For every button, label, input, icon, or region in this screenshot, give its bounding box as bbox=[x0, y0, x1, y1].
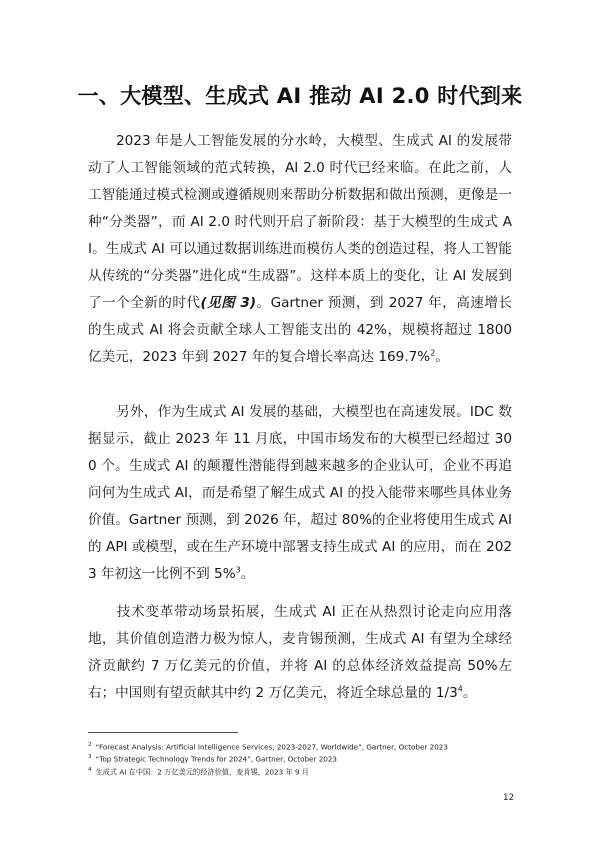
footnotes bbox=[88, 740, 528, 777]
footnote-divider bbox=[88, 732, 238, 733]
paragraph-2 bbox=[88, 399, 512, 588]
footnote-3 bbox=[88, 752, 528, 764]
footnote-2 bbox=[88, 740, 528, 752]
footnote-text: “Top Strategic Technology Trends for 2024”, Gartner, October 2023 bbox=[95, 754, 337, 764]
footnote-marker-4: 4 bbox=[457, 684, 463, 694]
footnote-number: 2 bbox=[88, 742, 92, 748]
section-heading: 一、大模型、生成式 AI 推动 AI 2.0 时代到来 bbox=[77, 84, 523, 108]
paragraph-1-end: 。 bbox=[435, 349, 449, 365]
page-number: 12 bbox=[503, 793, 514, 803]
footnote-marker-3: 3 bbox=[235, 565, 241, 575]
footnote-number: 3 bbox=[88, 754, 92, 761]
paragraph-3 bbox=[88, 599, 512, 707]
paragraph-2-text: 另外，作为生成式 AI 发展的基础，大模型也在高速发展。IDC 数据显示，截止 2023 年 11 月底，中国市场发布的大模型已经超过 300 个。生成式 AI 的颠覆性潜能得到越来越多的企业认可，企业不再追问何为生成式 AI，而是希望了解生成式 AI 的投入能带来哪些具体业务价值。Gartner 预测，到 2026 年，超过 80%的企业将使用生成式 AI 的 API 或模型，或在生产环境中部署支持生成式 AI 的应用，而在 2023 年初这一比例不到 5% bbox=[88, 404, 512, 582]
footnote-marker-2: 2 bbox=[430, 348, 436, 358]
paragraph-3-end: 。 bbox=[462, 685, 477, 701]
footnote-4 bbox=[88, 765, 528, 777]
figure-reference: (见图 3) bbox=[200, 295, 257, 311]
paragraph-1 bbox=[88, 128, 512, 371]
paragraph-1-text: 2023 年是人工智能发展的分水岭，大模型、生成式 AI 的发展带动了人工智能领域的范式转换，AI 2.0 时代已经来临。在此之前，人工智能通过模式检测或遵循规则来帮助分析数据和做出预测，更像是一种“分类器”，而 AI 2.0 时代则开启了新阶段：基于大模型的生成式 AI。生成式 AI 可以通过数据训练进而模仿人类的创造过程，将人工智能从传统的“分类器”进化成“生成器”。这样本质上的变化，让 AI 发展到了一个全新的时代 bbox=[88, 133, 512, 311]
paragraph-2-end: 。 bbox=[240, 566, 255, 582]
footnote-number: 4 bbox=[88, 766, 92, 773]
paragraph-1-text-continued: 。Gartner 预测，到 2027 年，高速增长的生成式 AI 将会贡献全球人工智能支出的 42%，规模将超过 1800 亿美元，2023 年到 2027 年的复合增长率高达 169.7% bbox=[88, 295, 512, 365]
footnote-text: 生成式 AI 在中国：2 万亿美元的经济价值，麦肯锡，2023 年 9 月 bbox=[95, 767, 309, 777]
paragraph-3-text: 技术变革带动场景拓展，生成式 AI 正在从热烈讨论走向应用落地，其价值创造潜力极为惊人，麦肯锡预测，生成式 AI 有望为全球经济贡献约 7 万亿美元的价值，并将 AI 的总体经济效益提高 50%左右；中国则有望贡献其中约 2 万亿美元，将近全球总量的 1/3 bbox=[88, 604, 512, 701]
footnote-text: “Forecast Analysis: Artificial Intelligence Services, 2023-2027, Worldwide”, Gartner, October 2023 bbox=[95, 742, 448, 752]
